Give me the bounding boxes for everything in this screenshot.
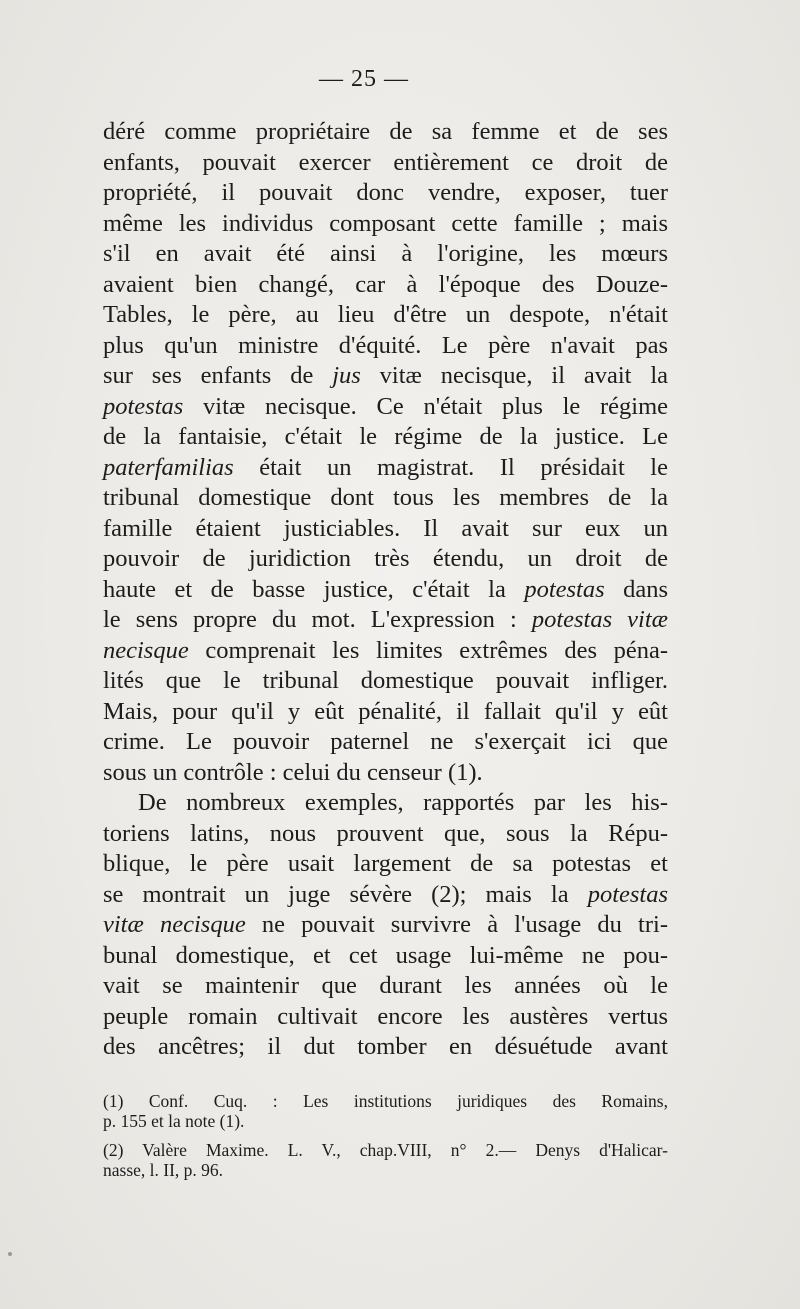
italic-term: potestas	[587, 880, 668, 908]
italic-term: potestas vitæ	[531, 606, 668, 633]
text-line	[103, 514, 668, 545]
text-segment: propriété, il pouvait donc vendre, exposer, tuer	[103, 179, 668, 206]
body-text	[103, 117, 668, 1063]
text-line	[103, 575, 668, 606]
text-segment: se montrait un juge sévère (2); mais la	[103, 880, 588, 908]
text-segment: comprenait les limites extrêmes des péna-	[188, 636, 668, 664]
text-segment: vitæ necisque, il avait la	[379, 362, 669, 389]
text-segment: le sens propre du mot. L'expression :	[103, 606, 532, 633]
italic-term: jus	[332, 362, 361, 389]
text-segment: s'il en avait été ainsi à l'origine, les mœurs	[103, 240, 668, 267]
footnote-line: (1) Conf. Cuq. : Les institutions juridiques des Romains,	[103, 1091, 668, 1111]
text-line	[103, 117, 668, 148]
text-line	[103, 605, 668, 636]
text-segment: blique, le père usait largement de sa potestas et	[103, 850, 668, 877]
text-line	[103, 666, 668, 697]
text-line	[103, 483, 668, 514]
text-segment: des ancêtres; il dut tomber en désuétude avant	[103, 1033, 668, 1060]
text-line	[103, 239, 668, 270]
text-line	[103, 331, 668, 362]
footnote-line: (2) Valère Maxime. L. V., chap.VIII, n° 2.— Denys d'Halicar-	[103, 1140, 668, 1160]
italic-term: potestas	[103, 392, 184, 420]
text-line	[103, 148, 668, 179]
text-segment: était un magistrat. Il présidait le	[233, 453, 668, 481]
page-number: — 25 —	[319, 66, 409, 92]
text-line	[103, 270, 668, 301]
footnote-line: p. 155 et la note (1).	[103, 1110, 245, 1131]
text-line	[103, 788, 668, 819]
text-segment: déré comme propriétaire de sa femme et de ses	[103, 118, 668, 145]
italic-term: paterfamilias	[103, 453, 234, 481]
footnote	[103, 1141, 668, 1180]
text-segment: vait se maintenir que durant les années où le	[103, 972, 668, 999]
text-segment: de la fantaisie, c'était le régime de la justice. Le	[103, 423, 668, 450]
text-line	[103, 209, 668, 240]
text-segment: avaient bien changé, car à l'époque des Douze-	[103, 270, 668, 298]
text-line	[103, 819, 668, 850]
text-line	[103, 1032, 668, 1063]
text-line	[103, 1002, 668, 1033]
text-line	[103, 849, 668, 880]
text-segment: vitæ necisque. Ce n'était plus le régime	[183, 392, 668, 420]
text-segment: bunal domestique, et cet usage lui-même ne pou-	[103, 941, 668, 969]
italic-term: potestas	[524, 575, 605, 603]
text-segment: peuple romain cultivait encore les austères vertus	[103, 1002, 668, 1030]
text-line	[103, 697, 668, 728]
text-line	[103, 727, 668, 758]
text-line	[103, 178, 668, 209]
text-line	[103, 880, 668, 911]
paper-speck	[8, 1252, 12, 1256]
text-segment: lités que le tribunal domestique pouvait infliger.	[103, 667, 668, 694]
text-segment: pouvoir de juridiction très étendu, un droit de	[103, 545, 668, 572]
text-segment: plus qu'un ministre d'équité. Le père n'avait pas	[103, 331, 668, 359]
text-line	[103, 422, 668, 453]
text-segment: enfants, pouvait exercer entièrement ce droit de	[103, 148, 668, 176]
italic-term: vitæ necisque	[103, 911, 246, 938]
text-line	[103, 910, 668, 941]
text-line	[103, 453, 668, 484]
text-segment: De nombreux exemples, rapportés par les his-	[138, 789, 668, 816]
text-segment: sur ses enfants de	[103, 362, 333, 389]
footnote-line: nasse, l. II, p. 96.	[103, 1159, 224, 1180]
text-segment: dans	[604, 575, 668, 603]
text-segment: crime. Le pouvoir paternel ne s'exerçait ici que	[103, 728, 668, 755]
text-line	[103, 636, 668, 667]
text-line	[103, 361, 668, 392]
text-segment: toriens latins, nous prouvent que, sous la Répu-	[103, 819, 668, 847]
text-segment: ne pouvait survivre à l'usage du tri-	[245, 911, 668, 938]
text-segment: famille étaient justiciables. Il avait sur eux un	[103, 514, 668, 542]
text-line	[103, 544, 668, 575]
text-segment: tribunal domestique dont tous les membres de la	[103, 484, 668, 511]
text-line	[103, 392, 668, 423]
text-segment: Mais, pour qu'il y eût pénalité, il fallait qu'il y eût	[103, 697, 668, 725]
text-segment: même les individus composant cette famille ; mais	[103, 209, 668, 237]
text-segment: sous un contrôle : celui du censeur (1).	[103, 758, 483, 786]
text-segment: Tables, le père, au lieu d'être un despote, n'était	[103, 301, 668, 328]
footnotes	[103, 1092, 668, 1180]
text-line	[103, 941, 668, 972]
italic-term: necisque	[103, 636, 189, 664]
text-line	[103, 971, 668, 1002]
footnote	[103, 1092, 668, 1131]
text-segment: haute et de basse justice, c'était la	[103, 575, 525, 603]
text-line	[103, 758, 668, 789]
text-line	[103, 300, 668, 331]
